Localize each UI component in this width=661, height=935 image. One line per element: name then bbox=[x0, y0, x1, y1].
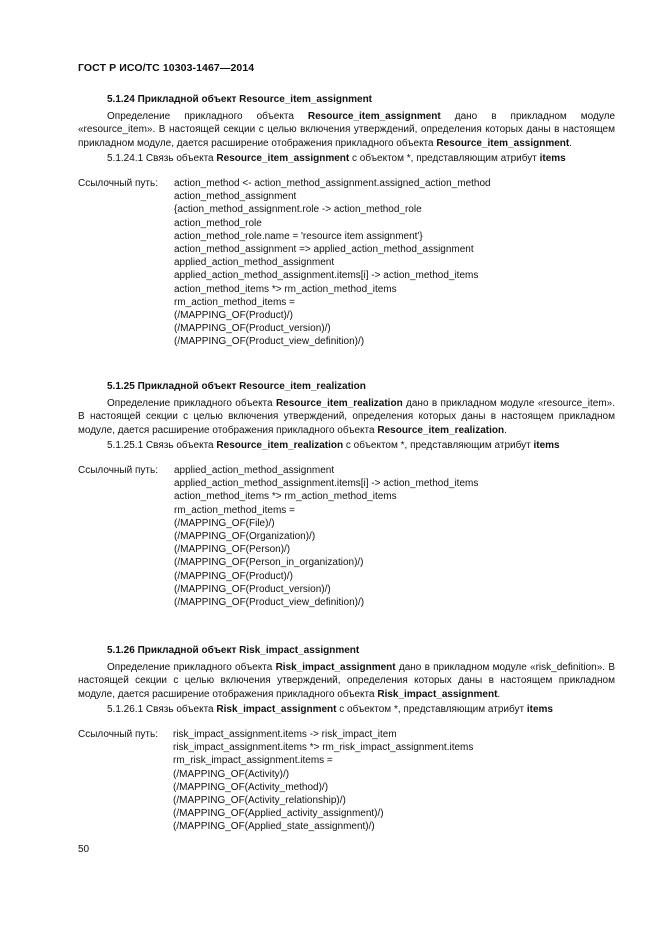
reference-path-line: rm_risk_impact_assignment.items = bbox=[173, 755, 333, 767]
text-run: Определение прикладного объекта bbox=[107, 662, 276, 674]
text-run: дано в прикладном модуле «risk_definition». В настоящей секции с целью включения утверждений, определения которых даны в настоящем прикладном модуле, дается расширение отображения прикладного объекта bbox=[78, 662, 615, 700]
section-title: 5.1.26 Прикладной объект Risk_impact_assignment bbox=[107, 645, 360, 656]
reference-path-line: (/MAPPING_OF(Organization)/) bbox=[174, 530, 316, 542]
section-paragraph bbox=[78, 110, 615, 150]
bold-term: Risk_impact_assignment bbox=[216, 703, 337, 715]
reference-path-line: (/MAPPING_OF(Activity_method)/) bbox=[173, 781, 329, 793]
text-run: с объектом *, представляющим атрибут bbox=[336, 703, 527, 715]
text-run: . bbox=[569, 137, 572, 149]
reference-path-lines bbox=[173, 728, 615, 834]
section-paragraph bbox=[78, 661, 615, 701]
text-run: 5.1.24.1 Связь объекта bbox=[107, 152, 217, 164]
reference-path-label: Ссылочный путь: bbox=[78, 465, 158, 477]
reference-path-line: action_method_role bbox=[174, 217, 262, 229]
text-run: дано в прикладном модуле «resource_item». В настоящей секции с целью включения утверждений, определения которых даны в настоящем прикладном модуле, дается расширение отображения прикладного объекта bbox=[78, 111, 616, 149]
reference-path-line: rm_action_method_items = bbox=[174, 504, 295, 516]
text-run: с объектом *, представляющим атрибут bbox=[343, 439, 534, 451]
text-run: дано в прикладном модуле «resource_item». В настоящей секции с целью включения утверждений, определения которых даны в настоящем прикладном модуле, дается расширение отображения прикладного объекта bbox=[78, 398, 615, 436]
section-resource-item-realization bbox=[78, 380, 615, 609]
reference-path-lines bbox=[174, 464, 615, 609]
document-header: ГОСТ Р ИСО/ТС 10303-1467—2014 bbox=[78, 62, 255, 74]
reference-path-line: (/MAPPING_OF(Activity)/) bbox=[173, 768, 290, 780]
bold-term: items bbox=[539, 152, 566, 164]
reference-path-line: applied_action_method_assignment.items[i] -> action_method_items bbox=[174, 270, 479, 282]
bold-term: items bbox=[533, 439, 560, 451]
bold-term: items bbox=[526, 703, 553, 715]
text-run: с объектом *, представляющим атрибут bbox=[349, 152, 540, 164]
reference-path-label: Ссылочный путь: bbox=[78, 178, 158, 190]
bold-term: Risk_impact_assignment bbox=[275, 662, 396, 674]
text-run: Определение прикладного объекта bbox=[107, 398, 276, 410]
section-title: 5.1.25 Прикладной объект Resource_item_realization bbox=[107, 381, 366, 392]
reference-path-line: action_method_items *> rm_action_method_items bbox=[174, 491, 397, 503]
reference-path bbox=[78, 728, 615, 834]
reference-path-line: (/MAPPING_OF(Product_view_definition)/) bbox=[174, 596, 365, 608]
reference-path-line: action_method_items *> rm_action_method_items bbox=[174, 283, 397, 295]
text-run: 5.1.25.1 Связь объекта bbox=[107, 439, 217, 451]
bold-term: Resource_item_realization bbox=[216, 439, 344, 451]
reference-path-line: action_method_assignment bbox=[174, 191, 297, 203]
reference-path-line: action_method_role.name = 'resource item assignment'} bbox=[174, 230, 423, 242]
section-paragraph bbox=[78, 397, 615, 437]
text-run: 5.1.26.1 Связь объекта bbox=[107, 703, 217, 715]
reference-path-line: (/MAPPING_OF(Product_version)/) bbox=[174, 323, 331, 335]
reference-path-label: Ссылочный путь: bbox=[78, 729, 158, 741]
text-run: . bbox=[497, 688, 501, 700]
reference-path-line: (/MAPPING_OF(Person)/) bbox=[174, 544, 291, 556]
bold-term: Resource_item_realization bbox=[275, 398, 403, 410]
section-title: 5.1.24 Прикладной объект Resource_item_assignment bbox=[107, 94, 373, 105]
subsection-heading bbox=[107, 152, 615, 165]
text-run: . bbox=[504, 424, 507, 436]
bold-term: Resource_item_assignment bbox=[216, 152, 350, 164]
bold-term: Resource_item_assignment bbox=[436, 137, 570, 149]
reference-path-line: risk_impact_assignment.items -> risk_impact_item bbox=[173, 729, 397, 741]
bold-term: Risk_impact_assignment bbox=[377, 688, 498, 700]
reference-path-line: (/MAPPING_OF(Product)/) bbox=[174, 570, 293, 582]
reference-path-line: applied_action_method_assignment.items[i] -> action_method_items bbox=[174, 478, 479, 490]
reference-path-line: applied_action_method_assignment bbox=[174, 465, 335, 477]
reference-path-line: rm_action_method_items = bbox=[174, 296, 295, 308]
reference-path-line: (/MAPPING_OF(Product_version)/) bbox=[174, 583, 331, 595]
bold-term: Resource_item_realization bbox=[377, 424, 505, 436]
text-run: Определение прикладного объекта bbox=[107, 111, 308, 123]
section-resource-item-assignment bbox=[78, 93, 615, 348]
reference-path-line: {action_method_assignment.role -> action_method_role bbox=[174, 204, 422, 216]
reference-path-line: applied_action_method_assignment bbox=[174, 257, 335, 269]
subsection-heading bbox=[107, 439, 615, 452]
section-risk-impact-assignment bbox=[78, 644, 615, 834]
reference-path-line: (/MAPPING_OF(File)/) bbox=[174, 517, 275, 529]
reference-path-line: risk_impact_assignment.items *> rm_risk_impact_assignment.items bbox=[173, 742, 474, 754]
page-number: 50 bbox=[78, 844, 90, 855]
reference-path-line: action_method_assignment => applied_action_method_assignment bbox=[174, 243, 474, 255]
reference-path-lines bbox=[174, 177, 615, 348]
bold-term: Resource_item_assignment bbox=[307, 111, 441, 123]
reference-path-line: (/MAPPING_OF(Person_in_organization)/) bbox=[174, 557, 364, 569]
reference-path-line: (/MAPPING_OF(Product)/) bbox=[174, 309, 293, 321]
reference-path-line: (/MAPPING_OF(Product_view_definition)/) bbox=[174, 336, 365, 348]
reference-path-line: action_method <- action_method_assignment.assigned_action_method bbox=[174, 178, 491, 190]
reference-path bbox=[78, 464, 615, 609]
reference-path-line: (/MAPPING_OF(Applied_state_assignment)/) bbox=[173, 821, 375, 833]
reference-path-line: (/MAPPING_OF(Applied_activity_assignment)/) bbox=[173, 808, 384, 820]
subsection-heading bbox=[107, 703, 615, 716]
reference-path-line: (/MAPPING_OF(Activity_relationship)/) bbox=[173, 794, 346, 806]
reference-path bbox=[78, 177, 615, 348]
